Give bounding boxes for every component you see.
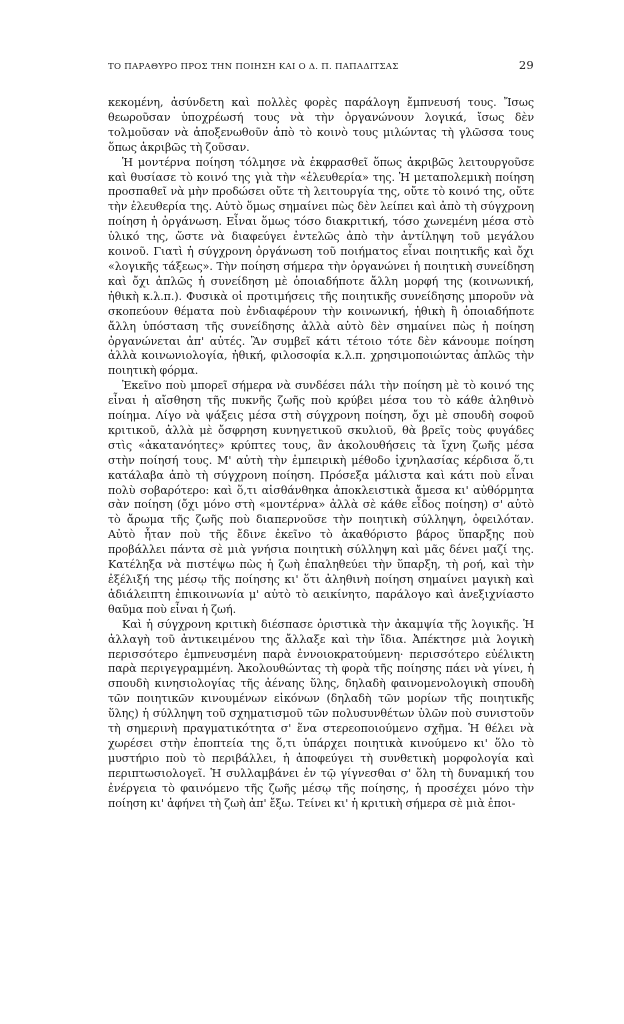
paragraph: Ἡ μοντέρνα ποίηση τόλμησε νὰ ἐκφρασθεῖ ὅπως ἀκριβῶς λειτουργοῦσε καὶ θυσίασε τὸ κοινό της γιὰ τὴν «ἐλευθερία» της. Ἡ μεταπολεμικὴ ποίηση προσπαθεῖ νὰ μὴν προδώσει οὔτε τὴ λειτουργία της, οὔτε τὸ κοινό της, οὔτε τὴν ἐλευθερία της. Αὐτὸ ὅμως σημαίνει πὼς δὲν λείπει καὶ ἀπὸ τὴ σύγχρονη ποίηση ἡ ὀργάνωση. Εἶναι ὅμως τόσο διακριτική, τόσο χωνεμένη μέσα στὸ ὑλικό της, ὥστε νὰ διαφεύγει ἐντελῶς ἀπὸ τὴν ἀντίληψη τοῦ μεγάλου κοινοῦ. Γιατὶ ἡ σύγχρονη ὀργάνωση τοῦ ποιήματος εἶναι ποιητικῆς καὶ ὄχι «λογικῆς τάξεως». Τὴν ποίηση σήμερα τὴν ὀργανώνει ἡ ποιητικὴ συνείδηση καὶ ὄχι ἁπλῶς ἡ συνείδηση μὲ ὁποιαδήποτε ἄλλη μορφή της (κοινωνική, ἠθικὴ κ.λ.π.). Φυσικὰ οἱ προτιμήσεις τῆς ποιητικῆς συνείδησης μποροῦν νὰ σκοπεύουν θέματα ποὺ ἐνδιαφέρουν τὴν κοινωνική, ἠθικὴ ἢ ὁποιαδήποτε ἄλλη ὑπόσταση τῆς συνείδησης ἀλλὰ αὐτὸ δὲν σημαίνει πὼς ἡ ποίηση ὀργανώνεται ἀπ' αὐτές. Ἂν συμβεῖ κάτι τέτοιο τότε δὲν κάνουμε ποίηση ἀλλὰ κοινωνιολογία, ἠθική, φιλοσοφία κ.λ.π. χρησιμοποιώντας ἁπλῶς τὴν ποιητικὴ φόρμα.	[108, 155, 534, 378]
paragraph: Καὶ ἡ σύγχρονη κριτικὴ διέσπασε ὁριστικὰ τὴν ἀκαμψία τῆς λογικῆς. Ἡ ἀλλαγὴ τοῦ ἀντικειμένου της ἄλλαξε καὶ τὴν ἴδια. Ἀπέκτησε μιὰ λογικὴ περισσότερο ἐμπνευσμένη παρὰ ἐννοιοκρατούμενη· περισσότερο εὐέλικτη παρὰ περιγεγραμμένη. Ἀκολουθώντας τὴ φορὰ τῆς ποίησης πάει νὰ γίνει, ἡ σπουδὴ κινησιολογίας τῆς ἀέναης ὕλης, δηλαδὴ φαινομενολογικὴ σπουδὴ τῶν ποιητικῶν κινουμένων εἰκόνων (δηλαδὴ τῶν μορίων τῆς ποιητικῆς ὕλης) ἡ σύλληψη τοῦ σχηματισμοῦ τῶν πολυσυνθέτων ὑλῶν ποὺ συνιστοῦν τὴ σημερινὴ πραγματικότητα σ' ἕνα στερεοποιούμενο σχῆμα. Ἡ θέλει νὰ χωρέσει στὴν ἐποπτεία της ὅ,τι ὑπάρχει ποιητικὰ κινούμενο κι' ὅλο τὸ μυστήριο ποὺ τὸ περιβάλλει, ἡ ἀποφεύγει τὴ συνθετικὴ μορφολογία καὶ περιπτωσιολογεῖ. Ἡ συλλαμβάνει ἐν τῷ γίγνεσθαι σ' ὅλη τὴ δυναμική του ἐνέργεια τὸ φαινόμενο τῆς ζωῆς μέσῳ τῆς ποίησης, ἡ προσέχει μόνο τὴν ποίηση κι' ἀφήνει τὴ ζωὴ ἀπ' ἔξω. Τείνει κι' ἡ κριτικὴ σήμερα σὲ μιὰ ἐποι-	[108, 617, 534, 810]
running-title: ΤΟ ΠΑΡΑΘΥΡΟ ΠΡΟΣ ΤΗΝ ΠΟΙΗΣΗ ΚΑΙ Ο Δ. Π. ΠΑΠΑΔΙΤΣΑΣ	[108, 62, 399, 72]
body-text	[108, 96, 534, 812]
running-header	[108, 58, 534, 72]
paragraph: Ἐκεῖνο ποὺ μπορεῖ σήμερα νὰ συνδέσει πάλι τὴν ποίηση μὲ τὸ κοινό της εἶναι ἡ αἴσθηση τῆς πυκνῆς ζωῆς ποὺ κρύβει μέσα του τὸ κάθε ἀληθινὸ ποίημα. Λίγο νὰ ψάξεις μέσα στὴ σύγχρονη ποίηση, ὄχι μὲ σπουδὴ σοφοῦ κριτικοῦ, ἀλλὰ μὲ ὄσφρηση κυνηγετικοῦ σκυλιοῦ, θὰ βρεῖς τοὺς φυγάδες στὶς «ἀκατανόητες» κρύπτες τους, ἂν ἀκολουθήσεις τὰ ἴχνη ζωῆς μέσα στὴν ποίησή τους. Μ' αὐτὴ τὴν ἐμπειρικὴ μέθοδο ἰχνηλασίας κέρδισα ὅ,τι κατάλαβα ἀπὸ τὴ σύγχρονη ποίηση. Πρόσεξα μάλιστα καὶ κάτι ποὺ εἶναι πολὺ σοβαρότερο: καὶ ὅ,τι αἰσθάνθηκα ἀποκλειστικὰ ἄμεσα κι' αὐθόρμητα σὰν ποίηση (ὄχι μόνο στὴ «μοντέρνα» ἀλλὰ σὲ κάθε εἶδος ποίηση) σ' αὐτὸ τὸ ἄρωμα τῆς ζωῆς ποὺ διαπερνοῦσε τὴν ποιητικὴ σύλληψη, ὀφειλόταν. Αὐτὸ ἦταν ποὺ τῆς ἔδινε ἐκεῖνο τὸ ἀκαθόριστο βάρος ὕπαρξης ποὺ προβάλλει πάντα σὲ μιὰ γνήσια ποιητικὴ σύλληψη καὶ μᾶς δένει μαζί της. Κατέληξα νὰ πιστέψω πὼς ἡ ζωὴ ἐπαληθεύει τὴν ὕπαρξη, τὴ ροή, καὶ τὴν ἐξέλιξή της μέσῳ τῆς ποίησης κι' ὅτι ἀληθινὴ ποίηση σημαίνει μαγικὴ καὶ ἀδιάλειπτη ἐπικοινωνία μ' αὐτὸ τὸ αεικίνητο, παράλογο καὶ ἀνεξιχνίαστο θαῦμα ποὺ εἶναι ἡ ζωή.	[108, 379, 534, 616]
paragraph: κεκομένη, ἀσύνδετη καὶ πολλὲς φορὲς παράλογη ἔμπνευσή τους. Ἴσως θεωροῦσαν ὑποχρέωσή τους νὰ τὴν ὀργανώνουν λογικά, ἴσως δὲν τολμοῦσαν νὰ ἀποξενωθοῦν ἀπὸ τὸ κοινὸ τους μιλώντας τὴ γλῶσσα τους ὅπως ἀκριβῶς τὴ ζοῦσαν.	[108, 96, 534, 154]
page-number: 29	[518, 58, 534, 72]
book-page	[108, 58, 534, 812]
